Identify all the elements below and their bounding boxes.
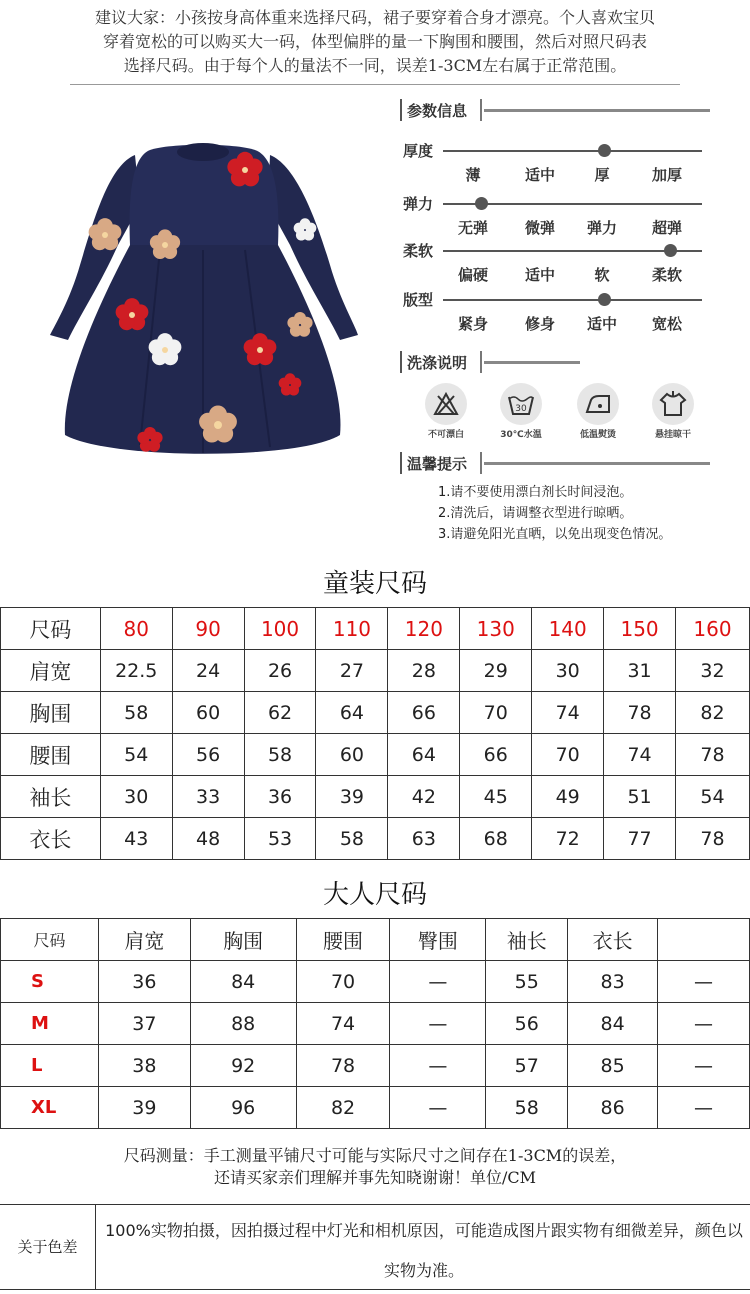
row-label: 袖长 — [1, 776, 101, 818]
wash-item-30 — [486, 383, 556, 440]
table-cell: 53 — [244, 818, 316, 860]
param-option: 适中 — [586, 315, 617, 333]
color-note-text: 100%实物拍摄，因拍摄过程中灯光和相机原因，可能造成图片跟实物有细微差异，颜色以实物为准。 — [105, 1221, 743, 1280]
table-cell: 60 — [172, 692, 244, 734]
param-selected-dot — [475, 197, 488, 210]
table-cell: 39 — [98, 1087, 190, 1129]
param-label: 厚度 — [403, 142, 434, 160]
param-scale-line — [443, 150, 702, 152]
table-cell: 57 — [486, 1045, 568, 1087]
size-header-cell: 120 — [388, 608, 460, 650]
intro-line-2: 穿着宽松的可以购买大一码，体型偏胖的量一下胸围和腰围，然后对照尺码表 — [102, 32, 647, 51]
table-cell: 26 — [244, 650, 316, 692]
table-cell: 43 — [100, 818, 172, 860]
kids-size-table — [0, 607, 750, 860]
param-option: 无弹 — [457, 219, 488, 237]
param-selected-dot — [664, 244, 677, 257]
table-cell: 66 — [388, 692, 460, 734]
param-option: 适中 — [524, 266, 555, 284]
intro-divider — [70, 84, 680, 85]
table-cell: 83 — [568, 961, 658, 1003]
tip-item: 2.清洗后，请调整衣型进行晾晒。 — [438, 506, 633, 521]
table-cell: 42 — [388, 776, 460, 818]
wash-label: 悬挂晾干 — [654, 430, 691, 440]
param-label: 弹力 — [403, 195, 434, 213]
no-bleach-icon — [425, 383, 467, 425]
param-selected-dot — [598, 144, 611, 157]
table-header-row — [1, 608, 750, 650]
table-cell: 78 — [676, 734, 750, 776]
table-cell: 82 — [676, 692, 750, 734]
param-option: 加厚 — [651, 166, 682, 184]
param-option: 柔软 — [651, 266, 682, 284]
tip-item: 1.请不要使用漂白剂长时间浸泡。 — [438, 485, 633, 500]
wash-item-no-bleach — [411, 383, 481, 440]
size-label: L — [1, 1045, 99, 1087]
table-cell: 33 — [172, 776, 244, 818]
table-header-cell: 袖长 — [486, 919, 568, 961]
wash-header — [400, 349, 710, 375]
size-header-cell: 150 — [604, 608, 676, 650]
param-row — [400, 289, 710, 339]
table-cell: 54 — [676, 776, 750, 818]
table-cell: 32 — [676, 650, 750, 692]
table-cell: 70 — [296, 961, 390, 1003]
table-header-label: 尺码 — [1, 608, 101, 650]
param-option: 弹力 — [586, 219, 617, 237]
table-header-cell: 腰围 — [296, 919, 390, 961]
wash-label: 不可漂白 — [427, 430, 464, 440]
table-row — [1, 1087, 750, 1129]
params-header — [400, 97, 710, 123]
param-option: 宽松 — [651, 315, 682, 333]
table-cell: 49 — [532, 776, 604, 818]
table-cell: — — [658, 1003, 750, 1045]
wash-label: 低温熨烫 — [579, 430, 616, 440]
table-cell: 28 — [388, 650, 460, 692]
table-cell: 48 — [172, 818, 244, 860]
table-cell: 58 — [486, 1087, 568, 1129]
param-row — [400, 193, 710, 243]
table-row — [1, 776, 750, 818]
param-selected-dot — [598, 293, 611, 306]
table-cell: 58 — [100, 692, 172, 734]
row-label: 肩宽 — [1, 650, 101, 692]
table-cell: 39 — [316, 776, 388, 818]
table-cell: 64 — [316, 692, 388, 734]
wash-item-hang-dry — [638, 383, 708, 440]
size-label: S — [1, 961, 99, 1003]
table-cell: 74 — [604, 734, 676, 776]
wash-title: 洗涤说明 — [407, 354, 468, 372]
row-label: 腰围 — [1, 734, 101, 776]
size-header-cell: 110 — [316, 608, 388, 650]
table-cell: 62 — [244, 692, 316, 734]
table-cell: — — [390, 961, 486, 1003]
table-cell: 58 — [244, 734, 316, 776]
table-cell: — — [658, 1045, 750, 1087]
size-label: M — [1, 1003, 99, 1045]
param-row — [400, 140, 710, 190]
table-cell: 74 — [532, 692, 604, 734]
table-cell: 77 — [604, 818, 676, 860]
wash-item-low-iron — [563, 383, 633, 440]
wash-30-icon — [500, 383, 542, 425]
table-cell: 54 — [100, 734, 172, 776]
table-header-cell: 臀围 — [390, 919, 486, 961]
table-cell: — — [658, 1087, 750, 1129]
table-cell: — — [390, 1003, 486, 1045]
table-cell: 88 — [190, 1003, 296, 1045]
intro-line-1: 建议大家：小孩按身高体重来选择尺码，裙子要穿着合身才漂亮。个人喜欢宝贝 — [94, 8, 655, 27]
table-row — [1, 961, 750, 1003]
table-cell: 36 — [244, 776, 316, 818]
color-note-label: 关于色差 — [0, 1205, 96, 1289]
table-row — [1, 1045, 750, 1087]
low-iron-icon — [577, 383, 619, 425]
size-header-cell: 160 — [676, 608, 750, 650]
param-option: 偏硬 — [457, 266, 488, 284]
table-cell: 27 — [316, 650, 388, 692]
table-cell: 55 — [486, 961, 568, 1003]
row-label: 衣长 — [1, 818, 101, 860]
size-header-cell: 130 — [460, 608, 532, 650]
table-row — [1, 692, 750, 734]
tips-header — [400, 450, 710, 476]
table-cell: 74 — [296, 1003, 390, 1045]
param-row — [400, 240, 710, 290]
table-cell: 56 — [172, 734, 244, 776]
table-cell: 66 — [460, 734, 532, 776]
table-cell: — — [390, 1087, 486, 1129]
hang-dry-icon — [652, 383, 694, 425]
table-cell: 96 — [190, 1087, 296, 1129]
table-cell: 72 — [532, 818, 604, 860]
param-scale-line — [443, 299, 702, 301]
color-note — [0, 1204, 750, 1290]
param-label: 版型 — [403, 291, 434, 309]
table-cell: 84 — [568, 1003, 658, 1045]
table-row — [1, 734, 750, 776]
table-cell: 85 — [568, 1045, 658, 1087]
table-cell: 92 — [190, 1045, 296, 1087]
param-option: 修身 — [524, 315, 555, 333]
table-cell: 24 — [172, 650, 244, 692]
table-header-cell: 肩宽 — [98, 919, 190, 961]
param-option: 紧身 — [457, 315, 488, 333]
kids-table-title: 童装尺码 — [322, 569, 427, 599]
param-option: 适中 — [524, 166, 555, 184]
table-cell: 58 — [316, 818, 388, 860]
tips-title: 温馨提示 — [407, 455, 468, 473]
param-option: 微弹 — [524, 219, 555, 237]
table-cell: 45 — [460, 776, 532, 818]
size-header-cell: 80 — [100, 608, 172, 650]
size-header-cell: 140 — [532, 608, 604, 650]
size-header-cell: 90 — [172, 608, 244, 650]
intro-line-3: 选择尺码。由于每个人的量法不一同，误差1-3CM左右属于正常范围。 — [123, 56, 627, 75]
table-cell: 84 — [190, 961, 296, 1003]
dress-image — [40, 135, 370, 475]
table-cell: 29 — [460, 650, 532, 692]
table-header-cell: 胸围 — [190, 919, 296, 961]
table-cell: 51 — [604, 776, 676, 818]
size-header-cell: 100 — [244, 608, 316, 650]
table-cell: 78 — [676, 818, 750, 860]
param-option: 薄 — [465, 166, 481, 184]
adult-table-title: 大人尺码 — [322, 880, 427, 910]
table-row — [1, 650, 750, 692]
table-cell: 37 — [98, 1003, 190, 1045]
tips-list — [438, 482, 671, 545]
table-header-cell — [658, 919, 750, 961]
table-cell: 60 — [316, 734, 388, 776]
intro-text — [0, 6, 750, 78]
table-cell: 86 — [568, 1087, 658, 1129]
table-cell: 36 — [98, 961, 190, 1003]
table-header-cell: 尺码 — [1, 919, 99, 961]
table-cell: 70 — [460, 692, 532, 734]
table-cell: 22.5 — [100, 650, 172, 692]
table-cell: 38 — [98, 1045, 190, 1087]
table-cell: 70 — [532, 734, 604, 776]
measure-note — [0, 1145, 750, 1189]
svg-text:30: 30 — [515, 404, 527, 414]
table-cell: — — [390, 1045, 486, 1087]
table-cell: 78 — [296, 1045, 390, 1087]
param-option: 软 — [594, 266, 610, 284]
table-header-cell: 衣长 — [568, 919, 658, 961]
table-row — [1, 1003, 750, 1045]
measure-note-line-2: 还请买家亲们理解并事先知晓谢谢！单位/CM — [213, 1168, 537, 1187]
tip-item: 3.请避免阳光直晒，以免出现变色情况。 — [438, 527, 672, 542]
table-row — [1, 818, 750, 860]
table-cell: 78 — [604, 692, 676, 734]
size-label: XL — [1, 1087, 99, 1129]
table-cell: 64 — [388, 734, 460, 776]
measure-note-line-1: 尺码测量：手工测量平铺尺寸可能与实际尺寸之间存在1-3CM的误差， — [123, 1146, 627, 1165]
row-label: 胸围 — [1, 692, 101, 734]
table-cell: 30 — [532, 650, 604, 692]
table-cell: 30 — [100, 776, 172, 818]
table-cell: — — [658, 961, 750, 1003]
table-cell: 68 — [460, 818, 532, 860]
param-option: 厚 — [594, 166, 610, 184]
table-cell: 31 — [604, 650, 676, 692]
table-header-row — [1, 919, 750, 961]
param-option: 超弹 — [651, 219, 682, 237]
table-cell: 56 — [486, 1003, 568, 1045]
adult-size-table — [0, 918, 750, 1129]
wash-label: 30℃水温 — [500, 430, 542, 440]
table-cell: 63 — [388, 818, 460, 860]
params-title: 参数信息 — [407, 102, 468, 120]
table-cell: 82 — [296, 1087, 390, 1129]
param-label: 柔软 — [403, 242, 434, 260]
